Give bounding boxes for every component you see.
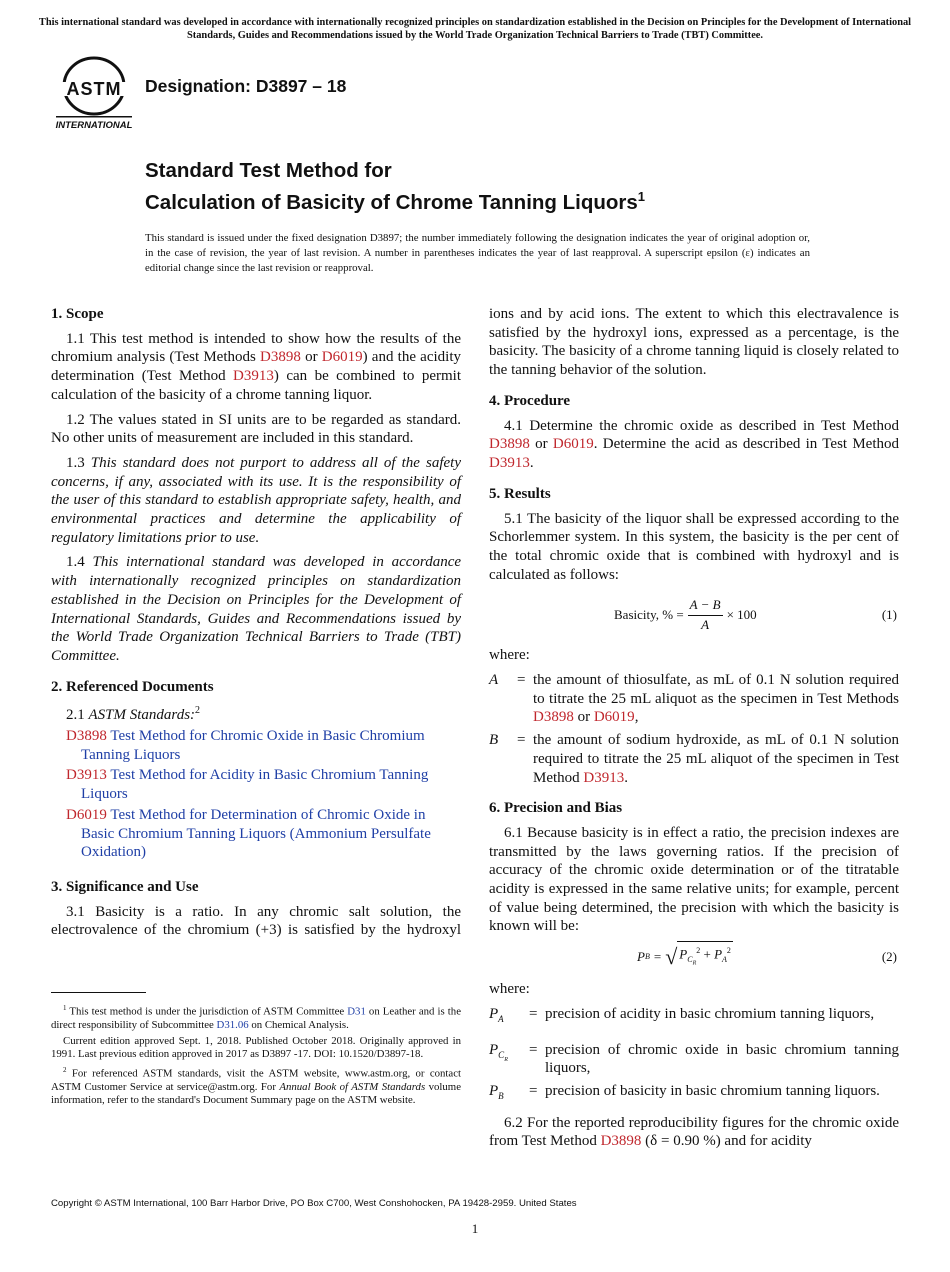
footnote-rule — [51, 992, 146, 993]
equation-2: P B = √ $P_{C_R}^2 + P_A^2$ (2) — [489, 942, 899, 972]
page-title — [145, 158, 645, 216]
ref-item[interactable]: D6019 Test Method for Determination of Chromic Oxide in Basic Chromium Tanning Liquors (Ammonium Persulfate Oxidation) — [66, 806, 431, 861]
link-d31[interactable]: D31 — [347, 1005, 366, 1018]
svg-text:ASTM — [67, 79, 122, 99]
definition-b: B = the amount of sodium hydroxide, as mL of 0.1 N solution required to titrate the 25 mL aliquot of the specimen in Test Method D3913. — [489, 732, 899, 786]
left-column — [51, 305, 461, 947]
para-1-2: 1.2 The values stated in SI units are to be regarded as standard. No other units of measurement are included in this standard. — [51, 411, 461, 447]
section-heading-results: 5. Results — [489, 485, 551, 502]
para-5-1: 5.1 The basicity of the liquor shall be expressed according to the Schorlemmer system. In this system, the basicity is the per cent of the total chromic oxide that is combined with hydroxyl and is calculated as follows: — [489, 510, 899, 583]
para-6-2: 6.2 For the reported reproducibility figures for the chromic oxide from Test Method D3898 (δ = 0.90 %) and for acidity — [489, 1114, 899, 1150]
ref-item[interactable]: D3913 Test Method for Acidity in Basic Chromium Tanning Liquors — [66, 767, 429, 803]
link-d6019[interactable]: D6019 — [552, 436, 594, 453]
para-4-1: 4.1 Determine the chromic oxide as described in Test Method D3898 or D6019. Determine the acid as described in Test Method D3913. — [489, 417, 899, 472]
footnote-1-edition: Current edition approved Sept. 1, 2018. Published October 2018. Originally approved in 1991. Last previous edition approved in 2017 as D3897 -17. DOI: 10.1520/D3897-18. — [51, 1034, 461, 1061]
astm-logo — [52, 56, 136, 132]
link-d31-06[interactable]: D31.06 — [216, 1019, 249, 1032]
footnotes — [51, 1002, 461, 1110]
link-d3898[interactable]: D3898 — [260, 349, 301, 366]
para-1-1: 1.1 This test method is intended to show how the results of the chromium analysis (Test Methods D3898 or D6019) and the acidity determination (Test Method D3913) can be combined to permit calculation of the basicity of a chrome tanning liquor. — [51, 330, 461, 403]
equation-1: Basicity, % = $\frac{A - B}{A}$ × 100 (1) — [614, 597, 897, 632]
where-label: where: — [489, 647, 530, 664]
para-6-1: 6.1 Because basicity is in effect a ratio, the precision indexes are transmitted by the laws governing ratios. If the precision of accuracy of the chromic oxide determination or of the titratable acidity is expressed in the same relative units; for example, percent of value being determined, the precision with which the basicity is known will be: — [489, 824, 899, 935]
designation: Designation: D3897 – 18 — [145, 76, 347, 96]
equation-number: (1) — [881, 607, 897, 623]
link-d3913[interactable]: D3913 — [583, 769, 625, 786]
copyright: Copyright © ASTM International, 100 Barr Harbor Drive, PO Box C700, West Conshohocken, PA 19428-2959. United States — [51, 1198, 577, 1209]
logo-letters: ASTM — [66, 79, 122, 99]
para-1-3: 1.3 This standard does not purport to address all of the safety concerns, if any, associated with its use. It is the responsibility of the user of this standard to establish appropriate safety, health, and environmental practices and determine the applicability of regulatory limitations prior to use. — [51, 454, 461, 546]
para-3-1: 3.1 Basicity is a ratio. In any chromic salt solution, the electrovalence of the chromium (+3) is satisfied by the hydroxyl — [51, 903, 461, 939]
definition-pcr: $P_{C_R}$ = precision of chromic oxide in basic chromium tanning liquors, — [489, 1041, 899, 1077]
section-heading-procedure: 4. Procedure — [489, 393, 571, 409]
section-heading-referenced: 2. Referenced Documents — [51, 678, 214, 695]
definition-pa: $P_A$ = precision of acidity in basic chromium tanning liquors, — [489, 1005, 875, 1024]
link-d3913[interactable]: D3913 — [489, 455, 530, 472]
top-notice: This international standard was developed in accordance with internationally recognized principles on standardization established in the Decision on Principles for the Development of International Standards, Guides and Recommendations issued by the World Trade Organization Technical Barriers to Trade (TBT) Committee. — [38, 17, 912, 41]
svg-text:INTERNATIONAL — [56, 120, 133, 131]
definition-a: A = the amount of thiosulfate, as mL of 0.1 N solution required to titrate the 25 mL aliquot as the specimen in Test Methods D3898 or D6019, — [489, 672, 899, 726]
section-heading-scope: 1. Scope — [51, 306, 104, 322]
footnote-1: $^1$ This test method is under the jurisdiction of ASTM Committee D31 on Leather and is the direct responsibility of Subcommittee D31.06 on Chemical Analysis. — [51, 1004, 461, 1032]
link-d3898[interactable]: D3898 — [600, 1133, 642, 1150]
link-d3898[interactable]: D3898 — [489, 436, 530, 453]
link-d6019[interactable]: D6019 — [321, 349, 363, 366]
right-column — [489, 305, 899, 1157]
page-number: 1 — [471, 1221, 479, 1236]
para-2-1: 2.1 ASTM Standards:$^2$ — [66, 705, 201, 724]
section-heading-significance: 3. Significance and Use — [51, 878, 199, 895]
issuance-statement: This standard is issued under the fixed designation D3897; the number immediately following the designation indicates the year of original adoption or, in the case of revision, the year of last revision. A number in parentheses indicates the year of last reapproval. A superscript epsilon (ε) indicates an editorial change since the last revision or reapproval. — [145, 232, 810, 274]
title-footnote-mark: 1 — [637, 189, 646, 204]
equation-number: (2) — [881, 949, 897, 965]
section-heading-precision: 6. Precision and Bias — [489, 800, 623, 817]
astm-logo-icon — [52, 56, 136, 132]
para-3-1-continued: ions and by acid ions. The extent to which this electravalence is satisfied by the hydroxyl ions, expressed as a percentage, is the basicity. The basicity of a chrome tanning liquid is closely related to the tanning behavior of the solution. — [489, 306, 899, 379]
link-d6019[interactable]: D6019 — [593, 709, 635, 726]
definition-pb: $P_B$ = precision of basicity in basic chromium tanning liquors. — [489, 1082, 880, 1101]
link-d3913[interactable]: D3913 — [233, 368, 274, 385]
logo-org: INTERNATIONAL — [55, 120, 133, 131]
link-d3898[interactable]: D3898 — [533, 709, 574, 726]
where-label: where: — [489, 981, 530, 998]
para-1-4: 1.4 This international standard was developed in accordance with internationally recognized principles on standardization established in the Decision on Principles for the Development of International Standards, Guides and Recommendations issued by the World Trade Organization Technical Barriers to Trade (TBT) Committee. — [51, 554, 462, 664]
ref-item[interactable]: D3898 Test Method for Chromic Oxide in Basic Chromium Tanning Liquors — [66, 728, 425, 763]
title-line-1: Standard Test Method for — [145, 159, 392, 182]
footnote-2: $^2$ For referenced ASTM standards, visit the ASTM website, www.astm.org, or contact ASTM Customer Service at service@astm.org. For Annual Book of ASTM Standards volume information, refer to the standard's Document Summary page on the ASTM website. — [51, 1065, 461, 1107]
title-line-2: Calculation of Basicity of Chrome Tanning Liquors — [145, 190, 638, 214]
